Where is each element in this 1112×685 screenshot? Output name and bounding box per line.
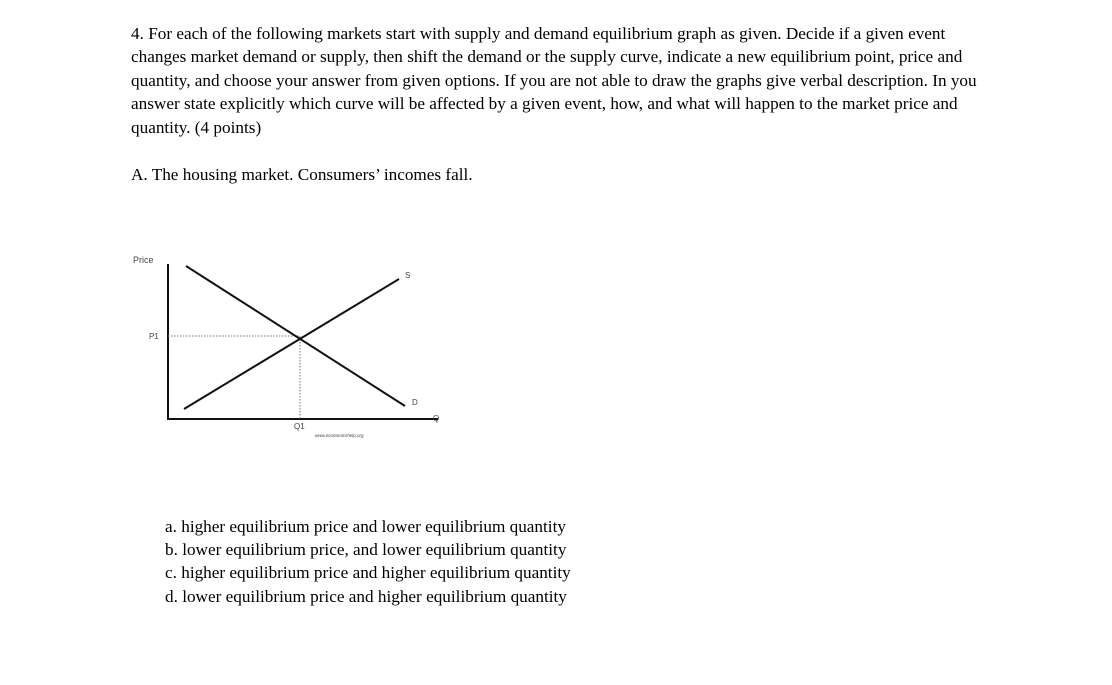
- watermark: www.economicshelp.org: [315, 433, 364, 438]
- supply-label: S: [405, 271, 411, 280]
- option-b: b. lower equilibrium price, and lower equilibrium quantity: [165, 540, 567, 560]
- demand-curve: [186, 266, 405, 406]
- supply-demand-graph: [120, 248, 460, 448]
- option-a: a. higher equilibrium price and lower equilibrium quantity: [165, 517, 566, 536]
- y-axis-label: Price: [133, 255, 154, 265]
- part-a-heading: A. The housing market. Consumers’ incomes fall.: [131, 165, 473, 184]
- demand-label: D: [412, 398, 418, 407]
- option-d: d. lower equilibrium price and higher equilibrium quantity: [165, 586, 567, 606]
- price-label: P1: [149, 332, 159, 341]
- quantity-label: Q1: [294, 422, 305, 431]
- x-axis-label: Q: [433, 414, 440, 423]
- question-text: 4. For each of the following markets start with supply and demand equilibrium graph as given. Decide if a given event changes market demand or supply, then shift the demand or the supply curve, indicate a new equilibrium point, price and quantity, and choose your answer from given options. If you are not able to draw the graphs give verbal description. In you answer state explicitly which curve will be affected by a given event, how, and what will happen to the market price and quantity. (4 points): [131, 24, 977, 137]
- supply-curve: [184, 279, 399, 409]
- answer-options: [165, 515, 571, 608]
- option-c: c. higher equilibrium price and higher equilibrium quantity: [165, 563, 571, 583]
